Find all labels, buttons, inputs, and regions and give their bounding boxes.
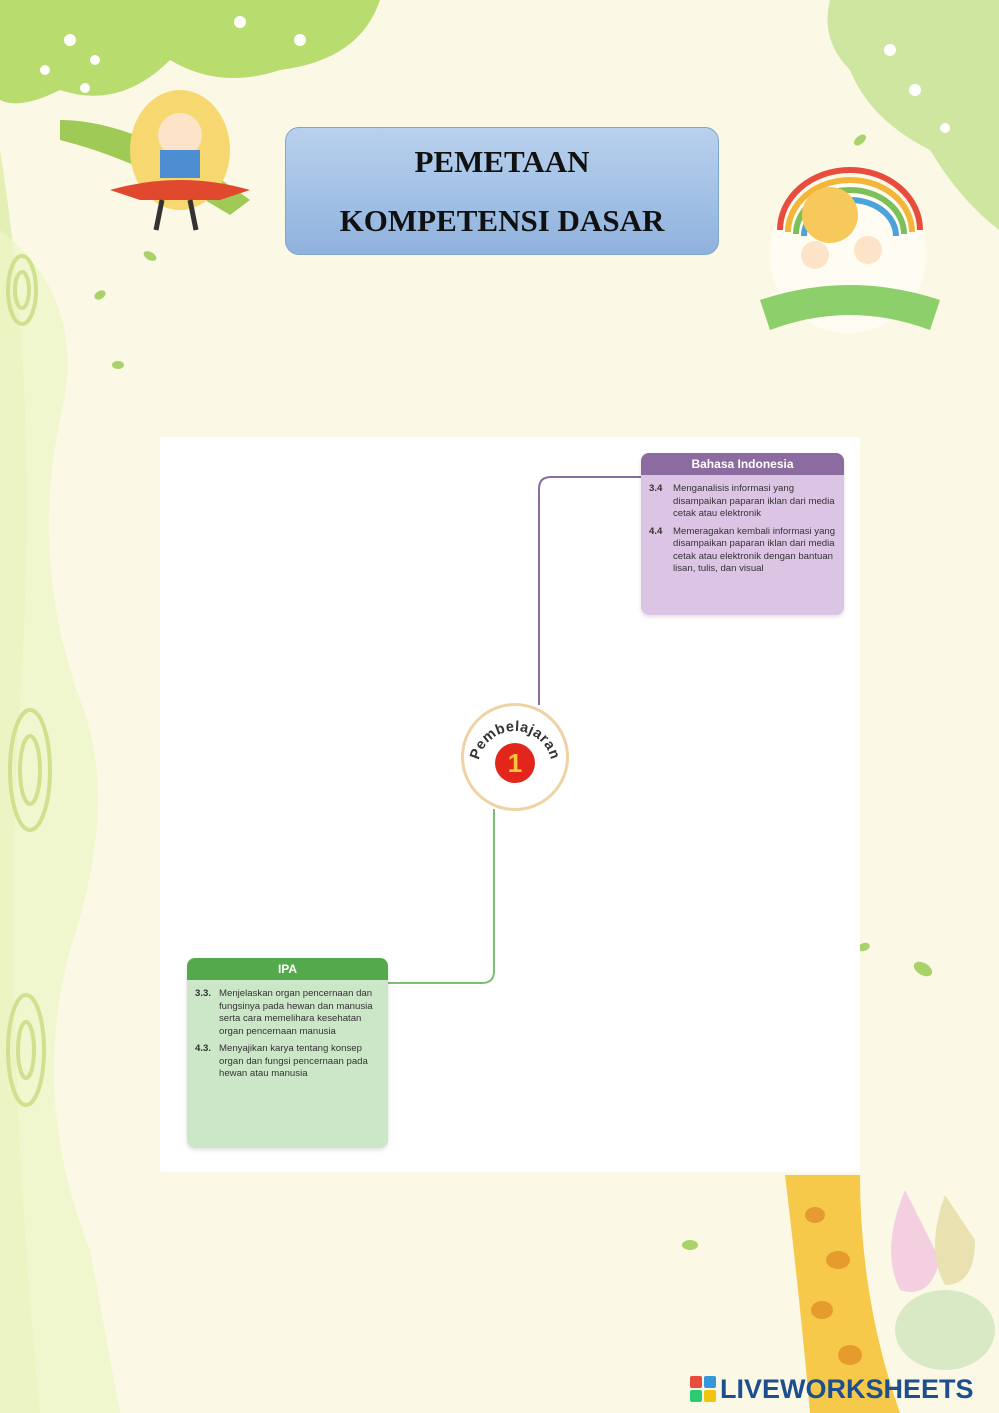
hub-number: 1 bbox=[507, 748, 523, 778]
center-hub bbox=[461, 703, 569, 811]
subject-title: Bahasa Indonesia bbox=[641, 453, 844, 475]
hub-graphic bbox=[464, 706, 566, 808]
hub-label: Pembelajaran bbox=[467, 718, 563, 762]
page-title-line2: KOMPETENSI DASAR bbox=[339, 203, 665, 238]
kids-rainbow-book-icon bbox=[760, 170, 940, 333]
page-title-line1: PEMETAAN bbox=[414, 144, 590, 179]
kd-code: 4.4 bbox=[649, 525, 663, 537]
liveworksheets-logo[interactable] bbox=[690, 1373, 974, 1405]
kd-item bbox=[649, 483, 836, 521]
title-box bbox=[285, 127, 719, 255]
mindmap-panel bbox=[160, 437, 860, 1172]
subject-title: IPA bbox=[187, 958, 388, 980]
subject-card-bahasa-indonesia bbox=[641, 453, 844, 615]
tree-canopy-icon bbox=[0, 0, 380, 103]
brand-name: LIVEWORKSHEETS bbox=[720, 1373, 974, 1404]
kd-text: Menganalisis informasi yang disampaikan paparan iklan dari media cetak atau elektronik bbox=[673, 483, 835, 519]
subject-card-ipa bbox=[187, 958, 388, 1148]
kd-item bbox=[195, 988, 380, 1038]
kd-code: 4.3. bbox=[195, 1043, 212, 1054]
kd-code: 3.3. bbox=[195, 988, 212, 999]
kd-text: Menjelaskan organ pencernaan dan fungsinya pada hewan dan manusia serta cara memelihara kesehatan organ pencernaan manusia bbox=[219, 988, 373, 1037]
kd-code: 3.4 bbox=[649, 483, 663, 494]
tree-icon bbox=[891, 1190, 940, 1292]
kd-text: Menyajikan karya tentang konsep organ dan fungsi pencernaan pada hewan atau manusia bbox=[219, 1043, 368, 1079]
kd-item bbox=[649, 526, 836, 576]
liveworksheets-logo-icon bbox=[690, 1376, 716, 1402]
connector-bahasa-indonesia bbox=[539, 477, 642, 705]
kd-text: Memeragakan kembali informasi yang disampaikan paparan iklan dari media cetak atau elektronik dengan bantuan lisan, tulis, dan visual bbox=[673, 525, 836, 574]
connector-ipa bbox=[388, 809, 494, 983]
kd-item bbox=[195, 1043, 380, 1081]
